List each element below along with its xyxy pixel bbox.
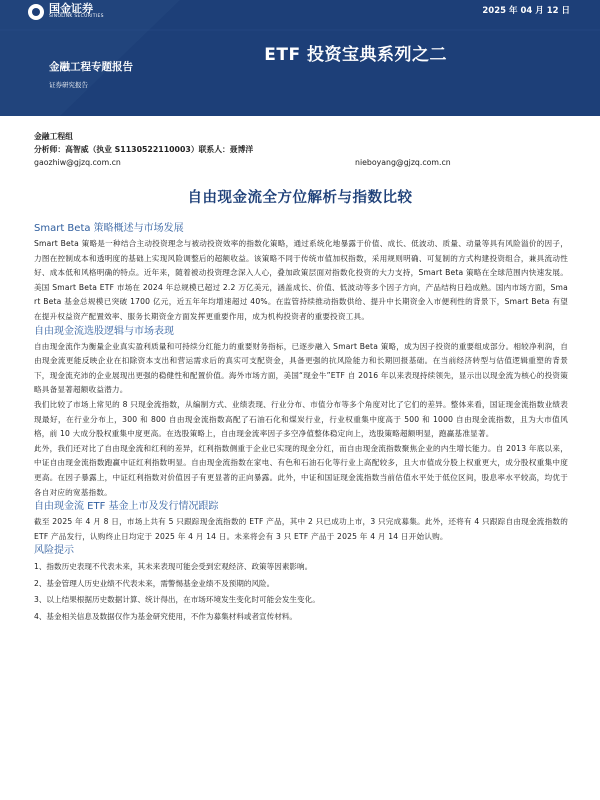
report-type: 金融工程专题报告 [49,61,133,73]
risk-item: 2、基金管理人历史业绩不代表未来，需警惕基金业绩不及预期的风险。 [34,578,275,588]
logo-icon [28,4,44,20]
section-paragraph: Smart Beta 策略是一种结合主动投资理念与被动投资效率的指数化策略，通过系统化地暴露于价值、成长、低波动、质量、动量等具有风险溢价的因子，力图在控制成本和透明度的基础上实现风险调整后的超额收益。该策略不同于传统市值加权指数，采用规则明确、可复制的方式构建投资组合，兼具流动性好、成本低和风格明确的特点。近年来，随着被动投资理念深入人心，叠加政策层面对指数化投资的大力支持，Smart Beta 策略在全球范围内快速发展。美国 Smart Beta ETF 市场在 2024 年总规模已超过 2.2 万亿美元，涵盖成长、价值、低波动等多个因子方向，产品结构日趋成熟。国内市场方面，Smart Beta 基金总规模已突破 1700 亿元，近五年年均增速超过 40%。在监管持续推动指数供给、提升中长期资金入市便利性的背景下，Smart Beta 有望在提升权益资产配置效率、服务长期资金方面发挥更重要作用，成为机构投资者的重要投资工具。 [34,239,568,321]
logo-subtext: SINOLINK SECURITIES [49,14,104,19]
analyst-line: 分析师：高智威（执业 S1130522110003）联系人：聂博洋 [34,145,254,154]
analyst-email[interactable]: gaozhiw@gjzq.com.cn [34,158,121,167]
report-subtype: 证券研究报告 [49,81,88,89]
series-title: ETF 投资宝典系列之二 [264,45,447,65]
analyst-info [34,130,574,169]
section-paragraph: 自由现金流作为衡量企业真实盈利质量和可持续分红能力的重要财务指标，已逐步融入 Smart Beta 策略，成为因子投资的重要组成部分。相较净利润，自由现金流更能反映企业在扣除资本支出和营运需求后的真实可支配资金，具备更强的抗风险能力和长期回报基础。在当前经济转型与估值逻辑重塑的背景下，现金流充沛的企业展现出更强的稳健性和配置价值。海外市场方面，美国“现金牛”ETF 自 2016 年以来表现持续领先，显示出以现金流为核心的投资策略具备显著超额收益潜力。 [34,341,568,395]
risk-item: 3、以上结果根据历史数据计算、统计得出，在市场环境发生变化时可能会发生变化。 [34,595,320,605]
section-paragraph: 截至 2025 年 4 月 8 日，市场上共有 5 只跟踪现金流指数的 ETF 产品，其中 2 只已成功上市，3 只完成募集。此外，还将有 4 只跟踪自由现金流指数的 ETF 产品发行，认购终止日均定于 2025 年 4 月 14 日。未来将会有 3 只 ETF 产品于 2025 年 4 月 14 日开始认购。 [34,517,568,541]
department: 金融工程组 [34,132,73,141]
risk-item: 1、指数历史表现不代表未来，其未来表现可能会受到宏观经济、政策等因素影响。 [34,562,313,572]
risk-item: 4、基金相关信息及数据仅作为基金研究使用，不作为募集材料或者宣传材料。 [34,611,298,621]
section-paragraph: 此外，我们还对比了自由现金流和红利的差异，红利指数侧重于企业已实现的现金分红，而自由现金流指数聚焦企业的内生增长能力。自 2013 年底以来，中证自由现金流指数跑赢中证红利指数明显。自由现金流指数在家电、有色和石油石化等行业上高配较多，且大市值成分股上权重更大，成分股权重集中度更高。在因子暴露上，中证红利指数对价值因子有更显著的正向暴露。此外，中证和国证现金流指数当前估值水平处于低位区间，股息率水平较高，均优于各自对应的宽基指数。 [34,443,568,497]
logo-text: 国金证券 [49,2,93,15]
company-logo [28,3,104,20]
report-title: 自由现金流全方位解析与指数比较 [187,190,413,206]
section-title-smart-beta: Smart Beta 策略概述与市场发展 [34,223,184,234]
section-title-etf-tracking: 自由现金流 ETF 基金上市及发行情况跟踪 [34,501,219,513]
contact-email[interactable]: nieboyang@gjzq.com.cn [355,158,451,167]
section-title-fcf-logic: 自由现金流选股逻辑与市场表现 [34,325,174,337]
section-paragraph: 我们比较了市场上常见的 8 只现金流指数，从编制方式、业绩表现、行业分布、市值分布等多个角度对比了它们的差异。整体来看，国证现金流指数业绩表现最好，在行业分布上，300 和 800 自由现金流指数高配了石油石化和煤炭行业，行业权重集中度高于 500 和 1000 自由现金流指数，且为大市值风格，前 10 大成分股权重集中度更高。在选股策略上，自由现金流率因子多空净值整体稳定向上，选股策略超额明显，跑赢基准显著。 [34,399,568,439]
report-header [0,0,600,116]
report-date: 2025 年 04 月 12 日 [482,6,570,16]
report-body [34,222,568,625]
section-title-risk: 风险提示 [34,545,74,557]
